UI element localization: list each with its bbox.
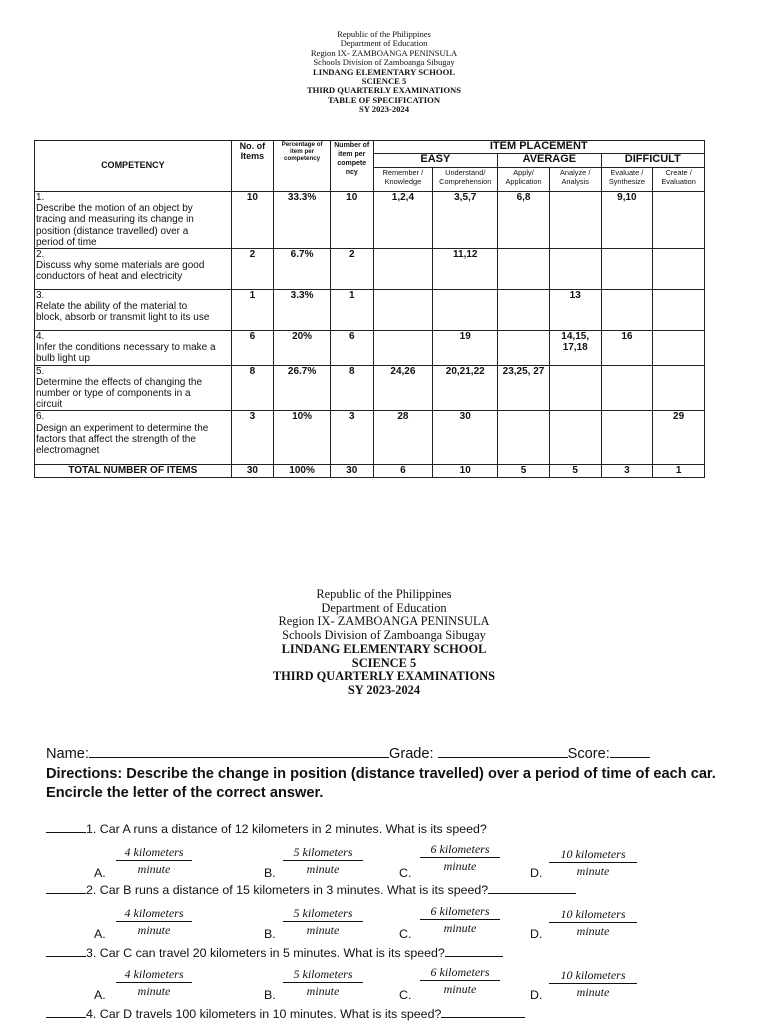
header-remember: Remember / Knowledge — [373, 168, 433, 192]
cell-items: 6 — [231, 331, 274, 366]
header-average: AVERAGE — [498, 154, 601, 168]
total-understand: 10 — [433, 465, 498, 478]
header-school: LINDANG ELEMENTARY SCHOOL — [313, 66, 455, 77]
cell-percent: 33.3% — [274, 192, 331, 249]
answer-line[interactable] — [488, 881, 576, 894]
cell-create — [653, 192, 705, 249]
cell-apply: 6,8 — [498, 192, 550, 249]
cell-analyze — [549, 249, 601, 290]
header-create: Create / Evaluation — [653, 168, 705, 192]
header-department: Department of Education — [340, 38, 428, 49]
cell-understand: 11,12 — [433, 249, 498, 290]
cell-items: 1 — [231, 290, 274, 331]
header-division: Schools Division of Zamboanga Sibugay — [313, 57, 455, 68]
cell-items: 2 — [231, 249, 274, 290]
choice-letter-a[interactable]: A. — [94, 988, 106, 1002]
choice-fraction-c: 6 kilometers minute — [420, 904, 500, 935]
choice-fraction-b: 5 kilometers minute — [283, 967, 363, 998]
cell-understand: 19 — [433, 331, 498, 366]
header-subject: SCIENCE 5 — [361, 76, 407, 87]
cell-create — [653, 365, 705, 411]
grade-field[interactable] — [438, 745, 568, 758]
choice-letter-b[interactable]: B. — [264, 866, 276, 880]
cell-understand: 3,5,7 — [433, 192, 498, 249]
choice-fraction-d: 10 kilometers minute — [549, 907, 637, 938]
exam-header-division: Schools Division of Zamboanga Sibugay — [282, 628, 486, 643]
choice-fraction-a: 4 kilometers minute — [116, 845, 192, 876]
cell-remember: 28 — [373, 411, 433, 465]
table-row — [35, 192, 705, 249]
competency-text: Describe the motion of an object by tracing and measuring its change in position (distance travelled) over a period of time — [36, 203, 194, 248]
choice-fraction-c: 6 kilometers minute — [420, 842, 500, 873]
cell-number: 8 — [330, 365, 373, 411]
question-4 — [46, 1005, 525, 1021]
header-difficult: DIFFICULT — [601, 154, 704, 168]
header-easy: EASY — [373, 154, 498, 168]
choice-letter-b[interactable]: B. — [264, 988, 276, 1002]
header-sy: SY 2023-2024 — [358, 104, 410, 115]
cell-evaluate: 9,10 — [601, 192, 653, 249]
cell-remember — [373, 249, 433, 290]
choice-fraction-b: 5 kilometers minute — [283, 845, 363, 876]
header-region: Region IX- ZAMBOANGA PENINSULA — [310, 47, 458, 58]
total-number: 30 — [330, 465, 373, 478]
header-understand: Understand/ Comprehension — [433, 168, 498, 192]
table-of-specification — [34, 140, 705, 478]
cell-percent: 26.7% — [274, 365, 331, 411]
header-percentage: Percentage of item per competency — [274, 141, 331, 192]
competency-text: Discuss why some materials are good conductors of heat and electricity — [36, 260, 205, 283]
question-text: 4. Car D travels 100 kilometers in 10 minutes. What is its speed? — [86, 1007, 442, 1021]
cell-understand: 20,21,22 — [433, 365, 498, 411]
cell-create — [653, 290, 705, 331]
total-evaluate: 3 — [601, 465, 653, 478]
cell-analyze: 14,15, 17,18 — [549, 331, 601, 366]
header-evaluate: Evaluate / Synthesize — [601, 168, 653, 192]
total-label: TOTAL NUMBER OF ITEMS — [35, 465, 232, 478]
question-3 — [46, 944, 503, 960]
choice-letter-a[interactable]: A. — [94, 866, 106, 880]
competency-text: Relate the ability of the material to block, absorb or transmit light to its use — [36, 301, 210, 324]
name-field[interactable] — [89, 745, 389, 758]
cell-number: 3 — [330, 411, 373, 465]
question-text: 2. Car B runs a distance of 15 kilometers in 3 minutes. What is its speed? — [86, 883, 489, 897]
choice-letter-c[interactable]: C. — [399, 927, 412, 941]
cell-analyze — [549, 411, 601, 465]
cell-remember: 24,26 — [373, 365, 433, 411]
competency-text: Design an experiment to determine the factors that affect the strength of the electromagnet — [36, 422, 209, 457]
exam-header-department: Department of Education — [321, 600, 447, 615]
cell-evaluate: 16 — [601, 331, 653, 366]
table-row — [35, 290, 705, 331]
cell-analyze — [549, 365, 601, 411]
cell-create: 29 — [653, 411, 705, 465]
header-no-of-items: No. of Items — [231, 141, 274, 192]
cell-apply — [498, 331, 550, 366]
choice-letter-d[interactable]: D. — [530, 988, 543, 1002]
competency-text: Infer the conditions necessary to make a bulb light up — [36, 342, 216, 365]
header-tos: TABLE OF SPECIFICATION — [327, 94, 441, 105]
table-row — [35, 365, 705, 411]
tos-header — [0, 30, 768, 115]
cell-remember — [373, 290, 433, 331]
question-text: 1. Car A runs a distance of 12 kilometers in 2 minutes. What is its speed? — [86, 822, 487, 836]
exam-header-region: Region IX- ZAMBOANGA PENINSULA — [278, 614, 490, 629]
question-2 — [46, 881, 576, 897]
header-analyze: Analyze / Analysis — [549, 168, 601, 192]
table-row — [35, 411, 705, 465]
choice-letter-a[interactable]: A. — [94, 927, 106, 941]
choice-letter-c[interactable]: C. — [399, 866, 412, 880]
cell-analyze: 13 — [549, 290, 601, 331]
header-item-placement: ITEM PLACEMENT — [373, 141, 704, 154]
answer-line[interactable] — [441, 1005, 525, 1018]
choice-fraction-c: 6 kilometers minute — [420, 965, 500, 996]
cell-percent: 6.7% — [274, 249, 331, 290]
name-label: Name: — [46, 746, 89, 762]
cell-evaluate — [601, 365, 653, 411]
cell-understand: 30 — [433, 411, 498, 465]
score-field[interactable] — [610, 745, 650, 758]
cell-evaluate — [601, 290, 653, 331]
row-number: 5. — [36, 365, 45, 377]
choice-letter-d[interactable]: D. — [530, 927, 543, 941]
answer-blank[interactable] — [46, 944, 86, 957]
table-row — [35, 249, 705, 290]
choice-fraction-d: 10 kilometers minute — [549, 968, 637, 999]
cell-remember — [373, 331, 433, 366]
total-remember: 6 — [373, 465, 433, 478]
grade-label: Grade: — [388, 746, 434, 762]
answer-blank[interactable] — [46, 881, 86, 894]
total-items: 30 — [231, 465, 274, 478]
cell-number: 6 — [330, 331, 373, 366]
header-number-per-competency: Number of item per compete ncy — [330, 141, 373, 192]
cell-apply — [498, 249, 550, 290]
competency-text: Determine the effects of changing the number or type of components in a circuit — [36, 376, 203, 411]
row-number: 2. — [36, 249, 45, 261]
exam-header — [0, 588, 768, 698]
cell-number: 1 — [330, 290, 373, 331]
row-number: 3. — [36, 290, 45, 302]
directions: Directions: Describe the change in position (distance travelled) over a period of time of each car. Encircle the letter of the correct answer. — [46, 766, 716, 801]
choice-fraction-a: 4 kilometers minute — [116, 906, 192, 937]
cell-apply — [498, 290, 550, 331]
exam-header-republic: Republic of the Philippines — [316, 587, 452, 601]
cell-percent: 3.3% — [274, 290, 331, 331]
answer-blank[interactable] — [46, 820, 86, 833]
cell-items: 3 — [231, 411, 274, 465]
choice-fraction-a: 4 kilometers minute — [116, 967, 192, 998]
total-percent: 100% — [274, 465, 331, 478]
header-exam: THIRD QUARTERLY EXAMINATIONS — [306, 85, 462, 96]
exam-header-subject: SCIENCE 5 — [351, 655, 417, 670]
cell-evaluate — [601, 249, 653, 290]
header-republic: Republic of the Philippines — [337, 29, 431, 39]
cell-items: 10 — [231, 192, 274, 249]
header-apply: Apply/ Application — [498, 168, 550, 192]
answer-line[interactable] — [445, 944, 503, 957]
cell-create — [653, 331, 705, 366]
cell-remember: 1,2,4 — [373, 192, 433, 249]
answer-blank[interactable] — [46, 1005, 86, 1018]
cell-percent: 10% — [274, 411, 331, 465]
choice-letter-d[interactable]: D. — [530, 866, 543, 880]
choice-letter-b[interactable]: B. — [264, 927, 276, 941]
cell-percent: 20% — [274, 331, 331, 366]
header-competency: COMPETENCY — [35, 141, 232, 192]
cell-apply: 23,25, 27 — [498, 365, 550, 411]
cell-understand — [433, 290, 498, 331]
cell-number: 10 — [330, 192, 373, 249]
exam-header-school: LINDANG ELEMENTARY SCHOOL — [281, 641, 487, 656]
cell-number: 2 — [330, 249, 373, 290]
student-info-line — [46, 745, 650, 762]
choice-letter-c[interactable]: C. — [399, 988, 412, 1002]
choice-fraction-d: 10 kilometers minute — [549, 847, 637, 878]
cell-create — [653, 249, 705, 290]
cell-apply — [498, 411, 550, 465]
table-total-row — [35, 465, 705, 478]
row-number: 1. — [36, 192, 45, 203]
cell-items: 8 — [231, 365, 274, 411]
table-row — [35, 331, 705, 366]
cell-evaluate — [601, 411, 653, 465]
row-number: 4. — [36, 331, 45, 343]
exam-header-exam: THIRD QUARTERLY EXAMINATIONS — [272, 669, 496, 684]
total-create: 1 — [653, 465, 705, 478]
score-label: Score: — [567, 746, 610, 762]
total-apply: 5 — [498, 465, 550, 478]
row-number: 6. — [36, 411, 45, 423]
question-1 — [46, 820, 487, 836]
total-analyze: 5 — [549, 465, 601, 478]
cell-analyze — [549, 192, 601, 249]
question-text: 3. Car C can travel 20 kilometers in 5 minutes. What is its speed? — [86, 946, 445, 960]
exam-header-sy: SY 2023-2024 — [347, 682, 421, 697]
choice-fraction-b: 5 kilometers minute — [283, 906, 363, 937]
